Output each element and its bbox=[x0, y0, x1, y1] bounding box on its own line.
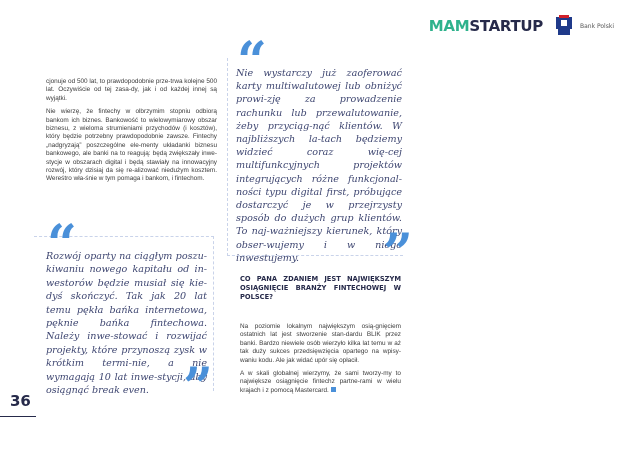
interview-question-heading: CO PANA ZDANIEM JEST NAJWIĘKSZYM OSIĄGNIĘCIE BRANŻY FINTECHOWEJ W POLSCE? bbox=[240, 275, 401, 301]
left-paragraph-2: Nie wierzę, że fintechy w olbrzymim stopniu odbiorą bankom ich biznes. Bankowość to wielowymiarowy obszar biznesu, z wieloma strumieniami przychodów (i kosztów), który będzie potrzebny prawdopodobnie zawsze. Fintechy „nadgryzają” poszczególne ele-menty układanki biznesu bankowego, ale banki na to reagują: będą zwiększały inwe-stycje w obszarach digital i będą stawiały na innowacyjny rozwój, który dzisiaj da się re-alizować niedużym kosztem. Wereśtro wła-śnie w tym pomaga i bankom, i fintechom. bbox=[46, 108, 217, 183]
right-paragraph-2 bbox=[240, 370, 401, 395]
square-end-mark-icon bbox=[331, 387, 336, 392]
right-column-text bbox=[240, 323, 401, 400]
brand-part-mam: MAM bbox=[428, 17, 470, 35]
quote1-close-mark: ” bbox=[383, 223, 413, 284]
left-paragraph-1: cjonuje od 500 lat, to prawdopodobnie prze-trwa kolejne 500 lat. Oczywiście od tej zasa-dy, jak i od każdej innej są wyjątki. bbox=[46, 78, 217, 102]
right-paragraph-2-text: A w skali globalnej wierzymy, że sami tworzy-my to największe osiągnięcie fintechz partne-rami w wielu krajach i z pomocą Mastercard. bbox=[240, 370, 401, 394]
header-logos bbox=[429, 14, 614, 38]
brand-part-startup: STARTUP bbox=[469, 17, 543, 35]
right-paragraph-1: Na poziomie lokalnym największym osią-gnięciem ostatnich lat jest stworzenie stan-dardu BLIK przez banki. Bardzo niewiele osób wierzyło kilka lat temu w aż tak duży sukces przedsięwzięcia opartego na wpisy-waniu kodu. Ale jak widać upór się opłacił. bbox=[240, 323, 401, 364]
quote1-open-mark: “ bbox=[237, 31, 267, 92]
quote2-open-mark: “ bbox=[47, 214, 77, 275]
bank-logo bbox=[553, 14, 614, 38]
pull-quote-1: Nie wystarczy już zaoferować karty multiwalutowej lub obniżyć prowi-zję za prowadzenie rachunku lub przewalutowanie, żeby przyciąg-nąć klientów. W najbliższych la-tach będziemy widzieć coraz wię-cej multifunkcyjnych projektów integrujących różne funkcjonal-ności typu digital first, próbujące dostarczyć je w przejrzysty sposób do dużych grup klientów. To naj-ważniejszy kierunek, który obser-wujemy i w niego inwestujemy. bbox=[236, 68, 402, 264]
quote2-close-mark: ” bbox=[183, 357, 213, 418]
page-number: 36 bbox=[10, 392, 31, 410]
mamstartup-logo bbox=[429, 17, 543, 35]
pull-quote-2: Rozwój oparty na ciągłym poszu-kiwaniu nowego kapitału od in-westorów będzie musiał się kie-dyś skończyć. Tak jak 20 lat temu pękła bańka internetowa, pęknie bańka fintechowa. Należy inwe-stować i rozwijać projekty, które przynoszą zysk w krótkim termi-nie, a nie wymagają 10 lat inwe-stycji, aby osiągnąć break even. bbox=[46, 251, 207, 397]
bank-name: Bank Polski bbox=[580, 22, 614, 30]
page-number-rule bbox=[0, 416, 36, 417]
left-column-text bbox=[46, 78, 217, 189]
pko-bank-logo-icon bbox=[553, 14, 575, 38]
